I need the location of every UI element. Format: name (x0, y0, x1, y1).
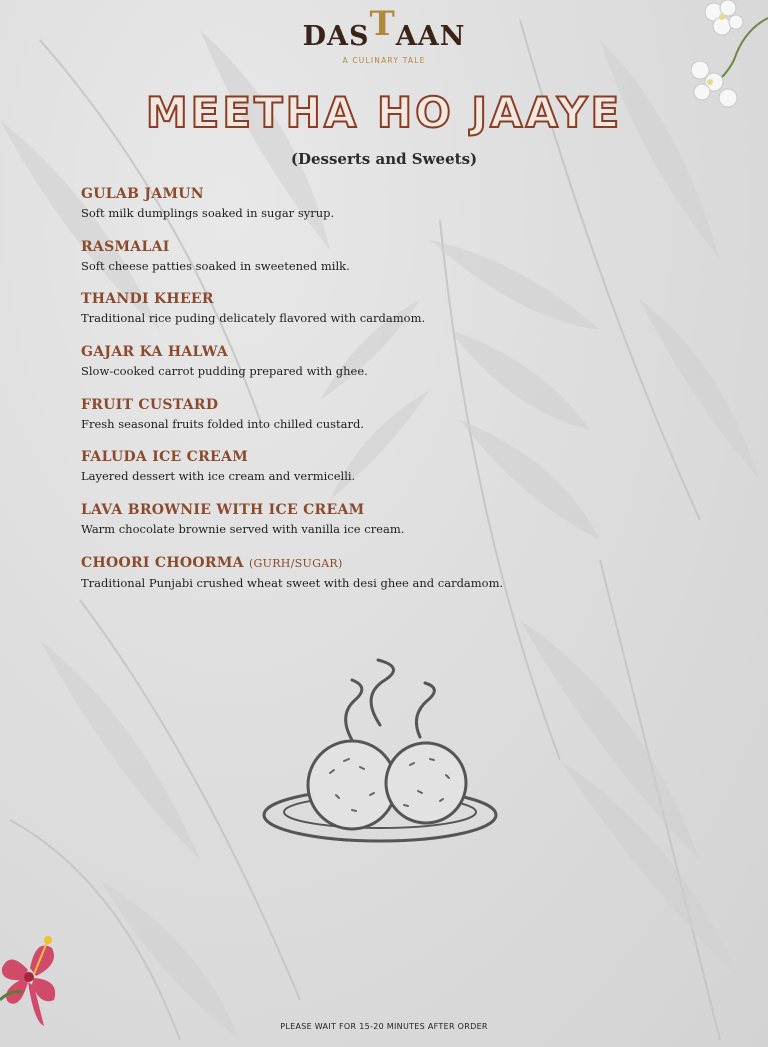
menu-item-description: Slow-cooked carrot pudding prepared with ghee. (81, 364, 368, 379)
menu-item-name: GAJAR KA HALWA (81, 344, 229, 361)
menu-item-name: FALUDA ICE CREAM (81, 449, 248, 466)
brand-name-left: DAS (302, 21, 370, 52)
brand-tagline: A CULINARY TALE (342, 56, 426, 65)
jasmine-flower-icon (684, 0, 768, 120)
menu-item (81, 184, 701, 237)
menu-item (81, 553, 701, 606)
brand-mark: T (369, 4, 396, 44)
dessert-menu-list (81, 184, 701, 606)
menu-item-description: Layered dessert with ice cream and vermicelli. (81, 469, 356, 484)
menu-item (81, 447, 701, 500)
menu-item-description: Soft milk dumplings soaked in sugar syrup. (81, 206, 335, 220)
brand-logo (0, 6, 768, 65)
menu-item-description: Traditional rice puding delicately flavored with cardamom. (81, 311, 426, 326)
menu-item-description: Soft cheese patties soaked in sweetened milk. (81, 258, 350, 273)
menu-item-name: RASMALAI (81, 238, 170, 255)
menu-item-note: (GURH/SUGAR) (248, 556, 343, 570)
hibiscus-flower-icon (0, 930, 64, 1030)
menu-item-name: THANDI KHEER (81, 291, 214, 308)
menu-item (81, 395, 701, 448)
menu-item-name: CHOORI CHOORMA (81, 554, 244, 571)
menu-item-description: Warm chocolate brownie served with vanilla ice cream. (81, 522, 405, 537)
menu-item-description: Fresh seasonal fruits folded into chilled custard. (81, 416, 365, 431)
menu-item-name: LAVA BROWNIE WITH ICE CREAM (81, 502, 365, 519)
page-subtitle: (Desserts and Sweets) (290, 150, 478, 168)
gulab-jamun-illustration (260, 655, 510, 869)
menu-item-name: GULAB JAMUN (81, 186, 204, 202)
page-title: MEETHA HO JAAYE (145, 88, 623, 137)
menu-item (81, 342, 701, 395)
menu-item (81, 237, 701, 290)
brand-name-right: AAN (395, 21, 466, 52)
wait-time-notice: PLEASE WAIT FOR 15-20 MINUTES AFTER ORDER (280, 1022, 488, 1031)
menu-item (81, 289, 701, 342)
menu-item (81, 500, 701, 553)
menu-item-name: FRUIT CUSTARD (81, 396, 219, 413)
menu-item-description: Traditional Punjabi crushed wheat sweet with desi ghee and cardamom. (81, 575, 504, 590)
